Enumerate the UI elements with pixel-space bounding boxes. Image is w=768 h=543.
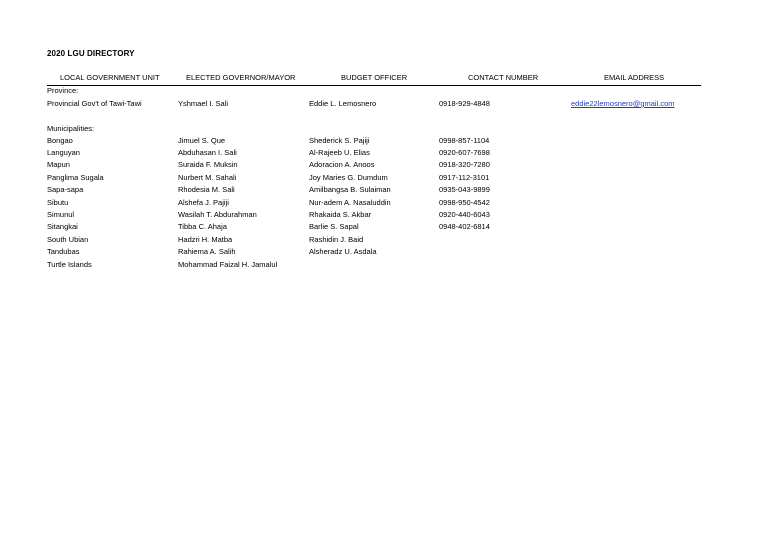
municipality-budget-officer: Rashidin J. Baid	[309, 235, 364, 244]
table-row	[47, 247, 701, 259]
municipality-mayor: Jimuel S. Que	[178, 136, 226, 145]
municipality-contact: 0935-043-9899	[439, 185, 490, 194]
municipality-mayor: Rahiema A. Salih	[178, 247, 236, 256]
municipality-name: Languyan	[47, 148, 80, 157]
municipality-mayor: Alshefa J. Pajiji	[178, 198, 229, 207]
municipality-budget-officer: Barlie S. Sapal	[309, 222, 359, 231]
municipality-name: Tandubas	[47, 247, 80, 256]
municipality-budget-officer: Rhakaida S. Akbar	[309, 210, 372, 219]
table-row	[47, 235, 701, 247]
municipality-budget-officer: Joy Maries G. Dumdum	[309, 173, 388, 182]
document-title: 2020 LGU DIRECTORY	[47, 49, 135, 58]
municipality-contact: 0920-440-6043	[439, 210, 490, 219]
province-contact: 0918-929-4848	[439, 99, 490, 108]
municipality-contact: 0917-112-3101	[439, 173, 490, 182]
province-email-link[interactable]: eddie22lemosnero@gmail.com	[571, 99, 675, 108]
municipality-contact: 0998-857-1104	[439, 136, 490, 145]
municipality-budget-officer: Al-Rajeeb U. Elias	[309, 148, 370, 157]
municipality-budget-officer: Adoracion A. Anoos	[309, 160, 375, 169]
municipality-budget-officer: Nur-adem A. Nasaluddin	[309, 198, 391, 207]
municipality-name: Simunul	[47, 210, 75, 219]
province-governor: Yshmael I. Sali	[178, 99, 229, 108]
header-budget-officer: BUDGET OFFICER	[341, 73, 408, 82]
municipality-contact: 0998-950-4542	[439, 198, 490, 207]
header-governor: ELECTED GOVERNOR/MAYOR	[186, 73, 296, 82]
municipality-contact: 0918-320-7280	[439, 160, 490, 169]
table-row	[47, 160, 701, 172]
municipality-mayor: Abduhasan I. Sali	[178, 148, 237, 157]
table-row	[47, 173, 701, 185]
header-lgu: LOCAL GOVERNMENT UNIT	[60, 73, 160, 82]
municipality-name: South Ubian	[47, 235, 89, 244]
municipality-contact: 0920-607-7698	[439, 148, 490, 157]
municipalities-section-label: Municipalities:	[47, 124, 95, 133]
municipality-name: Mapun	[47, 160, 70, 169]
province-lgu: Provincial Gov't of Tawi-Tawi	[47, 99, 142, 108]
municipality-budget-officer: Amilbangsa B. Sulaiman	[309, 185, 391, 194]
table-row	[47, 260, 701, 272]
province-row	[47, 99, 701, 111]
table-row	[47, 210, 701, 222]
province-section-label: Province:	[47, 86, 79, 95]
municipality-name: Panglima Sugala	[47, 173, 104, 182]
municipality-mayor: Tibba C. Ahaja	[178, 222, 227, 231]
header-contact-number: CONTACT NUMBER	[468, 73, 539, 82]
municipality-mayor: Rhodesia M. Sali	[178, 185, 235, 194]
municipality-name: Sitangkai	[47, 222, 78, 231]
municipality-name: Sibutu	[47, 198, 69, 207]
province-budget-officer: Eddie L. Lemosnero	[309, 99, 377, 108]
municipality-name: Sapa-sapa	[47, 185, 84, 194]
table-row	[47, 185, 701, 197]
municipality-mayor: Mohammad Faizal H. Jamalul	[178, 260, 278, 269]
table-row	[47, 198, 701, 210]
municipality-mayor: Suraida F. Muksin	[178, 160, 238, 169]
municipality-mayor: Nurbert M. Sahali	[178, 173, 237, 182]
municipality-contact: 0948-402-6814	[439, 222, 490, 231]
municipality-mayor: Wasilah T. Abdurahman	[178, 210, 257, 219]
municipality-mayor: Hadzri H. Matba	[178, 235, 233, 244]
municipality-name: Bongao	[47, 136, 73, 145]
header-email-address: EMAIL ADDRESS	[604, 73, 665, 82]
table-row	[47, 148, 701, 160]
table-row	[47, 222, 701, 234]
municipality-budget-officer: Shederick S. Pajiji	[309, 136, 370, 145]
table-header	[47, 73, 701, 86]
table-row	[47, 136, 701, 148]
municipality-name: Turtle Islands	[47, 260, 92, 269]
municipality-budget-officer: Alsheradz U. Asdala	[309, 247, 377, 256]
